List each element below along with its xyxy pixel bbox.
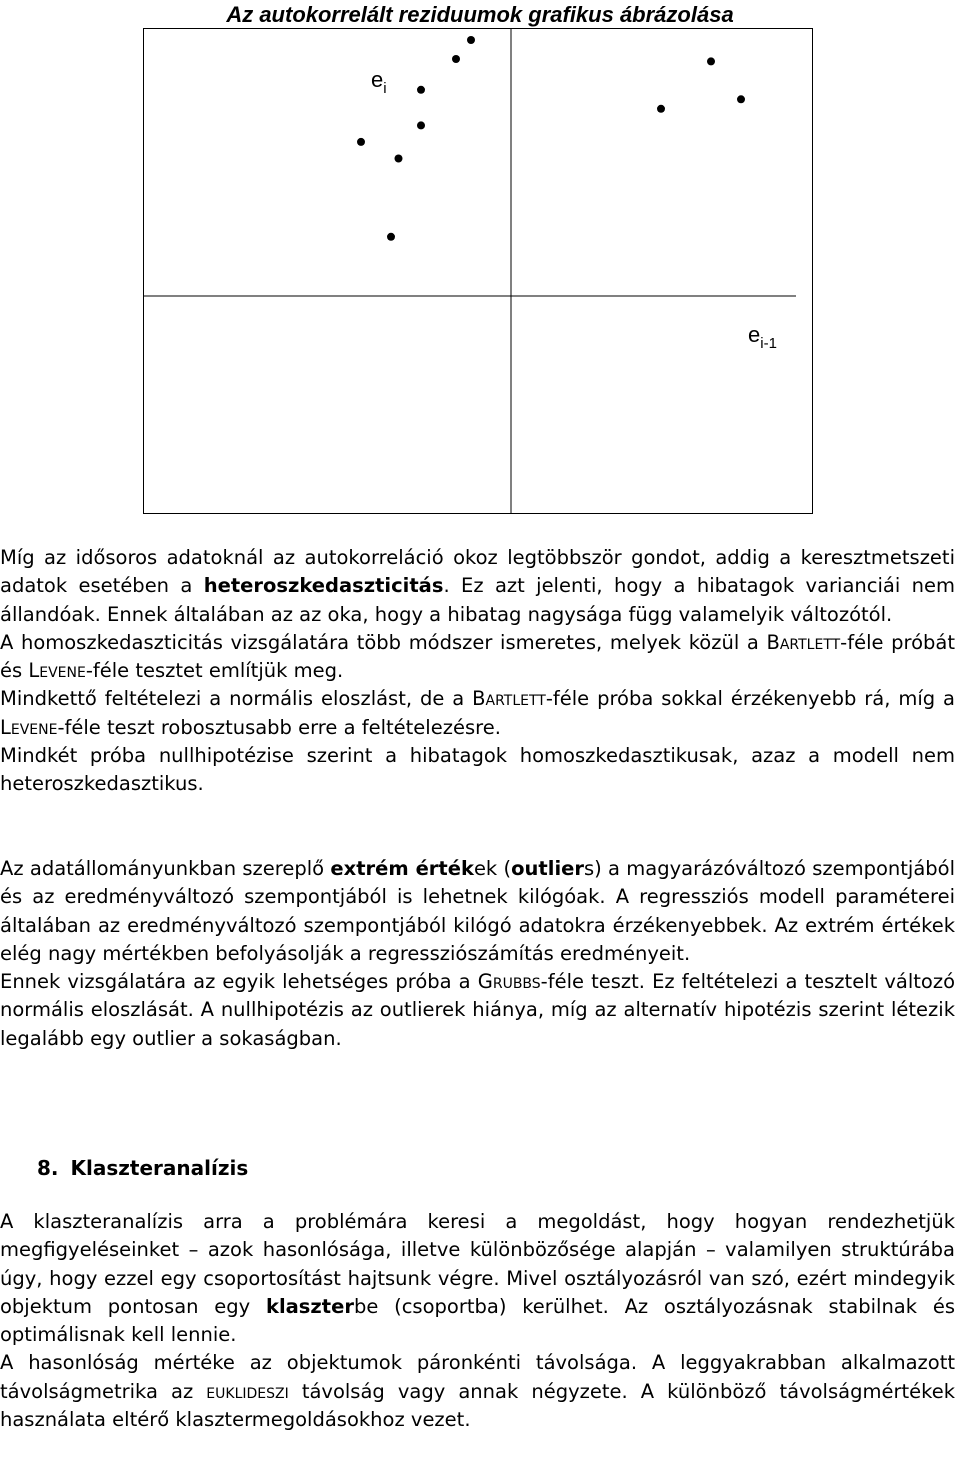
text-run: Ennek vizsgálatára az egyik lehetséges próba a <box>0 970 478 994</box>
paragraph-heteroscedasticity <box>0 544 955 629</box>
text-run: távolság vagy annak négyzete. A különböző távolságmértékek használata eltérő klasztermegoldásokhoz vezet. <box>0 1379 956 1432</box>
paragraph-normality-assumption <box>0 685 955 742</box>
text-run: -féle tesztet említjük meg. <box>85 659 344 683</box>
paragraph-distance-metric <box>0 1349 955 1434</box>
data-point-4 <box>417 86 425 94</box>
section-number: 8. <box>37 1156 59 1180</box>
data-point-6 <box>387 233 395 241</box>
data-point-9 <box>707 57 715 65</box>
term-extreme-value: extrém érték <box>330 857 474 880</box>
outliers-text <box>0 855 955 1053</box>
data-point-5 <box>452 55 460 63</box>
text-run: A homoszkedaszticitás vizsgálatára több módszer ismeretes, melyek közül a <box>0 630 767 654</box>
text-run: Az adatállományunkban szereplő <box>0 857 331 880</box>
chart-canvas <box>144 29 812 513</box>
paragraph-homoscedasticity-tests <box>0 629 955 686</box>
paragraph-cluster-intro <box>0 1208 955 1349</box>
section-heading <box>37 1153 248 1183</box>
name-levene: Levene <box>28 659 86 683</box>
text-run: -féle próba sokkal érzékenyebb rá, míg a <box>545 687 955 711</box>
text-run: A klaszteranalízis arra a problémára keresi a megoldást, hogy hogyan rendezhetjük megfigyeléseinket – azok hasonlósága, illetve különbözősége alapján – valamilyen struktúrába úgy, hogy ezzel egy csoportosítást hajtsunk végre. Mivel osztályozásról van szó, ezért mindegyik objektum pontosan egy <box>0 1210 955 1318</box>
paragraph-grubbs-test <box>0 968 955 1053</box>
data-points <box>357 36 812 241</box>
data-point-1 <box>357 138 365 146</box>
paragraph-null-hypothesis: Mindkét próba nullhipotézise szerint a hibatagok homoszkedasztikusak, azaz a modell nem heteroszkedasztikus. <box>0 744 955 796</box>
text-run: be (csoportba) kerülhet. Az osztályozásnak stabilnak és optimálisnak kell lennie. <box>0 1294 955 1347</box>
x-axis-label-sub: i-1 <box>760 335 777 352</box>
paragraph-extreme-values <box>0 855 955 968</box>
x-axis-label-main: e <box>748 322 761 347</box>
page-title: Az autokorrelált reziduumok grafikus ábrázolása <box>226 2 734 27</box>
text-run: -féle próbát és <box>0 630 955 683</box>
data-point-8 <box>657 105 665 113</box>
cluster-analysis-text <box>0 1208 955 1434</box>
text-run: s) a magyarázóváltozó szempontjából és az eredményváltozó szempontjából is lehetnek kilógóak. A regressziós modell paraméterei általában az eredményváltozó szempontjából kilógó adatokra érzékenyebbek. Az extrém értékek elég nagy mértékben befolyásolják a regressziószámítás eredményeit. <box>0 857 955 965</box>
residuals-text <box>0 544 955 799</box>
data-point-10 <box>737 95 745 103</box>
x-axis-label <box>748 322 777 352</box>
scatter-chart <box>143 28 813 514</box>
text-run: -féle teszt robosztusabb erre a feltételezésre. <box>57 715 501 739</box>
name-bartlett: Bartlett <box>472 687 546 711</box>
y-axis-label-sub: i <box>383 80 387 97</box>
y-axis-label-main: e <box>371 67 384 92</box>
data-point-7 <box>467 36 475 44</box>
section-title: Klaszteranalízis <box>70 1156 249 1180</box>
term-cluster: klaszter <box>266 1294 354 1318</box>
data-point-3 <box>417 121 425 129</box>
term-outlier: outlier <box>511 857 584 880</box>
text-run: -féle teszt. Ez feltételezi a tesztelt változó normális eloszlását. A nullhipotézis az outlierek hiánya, míg az alternatív hipotézis szerint létezik legalább egy outlier a sokaságban. <box>0 970 955 1050</box>
name-grubbs: Grubbs <box>477 970 541 994</box>
name-euclidean: euklideszi <box>206 1379 289 1403</box>
text-run: Mindkettő feltételezi a normális eloszlást, de a <box>0 687 473 711</box>
text-run: A hasonlóság mértéke az objektumok páronkénti távolsága. A leggyakrabban alkalmazott távolságmetrika az <box>0 1351 955 1403</box>
term-heteroscedasticity: heteroszkedaszticitás <box>203 574 444 598</box>
text-run: . Ez azt jelenti, hogy a hibatagok varianciái nem állandóak. Ennek általában az az oka, hogy a hibatag nagysága függ valamelyik változótól. <box>0 574 955 626</box>
y-axis-label <box>371 67 387 97</box>
text-run: ek ( <box>473 857 512 880</box>
name-levene: Levene <box>0 715 58 739</box>
name-bartlett: Bartlett <box>766 630 841 654</box>
data-point-2 <box>395 155 403 163</box>
text-run: Míg az idősoros adatoknál az autokorreláció okoz legtöbbször gondot, addig a keresztmetszeti adatok esetében a <box>0 546 955 598</box>
